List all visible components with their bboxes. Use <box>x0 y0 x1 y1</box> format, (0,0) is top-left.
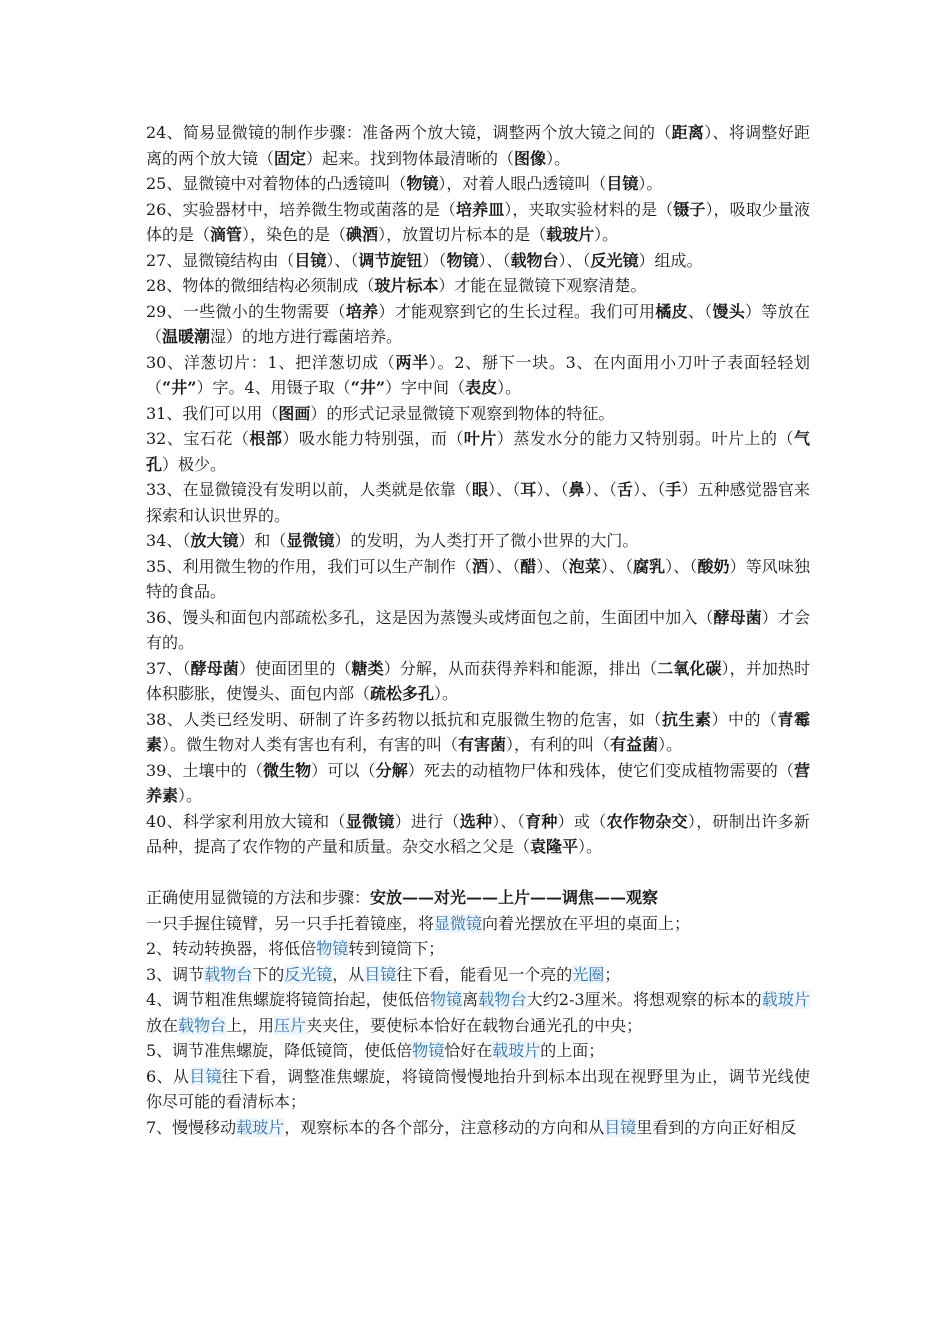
text-run: 恰好在 <box>444 1041 493 1060</box>
bold-answer: 固定 <box>274 148 307 168</box>
bold-answer: 培养皿 <box>456 199 505 219</box>
bold-answer: 镊子 <box>673 199 706 219</box>
bold-answer: 载玻片 <box>546 225 595 244</box>
text-run: ），夹取实验材料的是（ <box>504 199 674 219</box>
text-run: 37、（ <box>146 658 191 678</box>
document-page <box>146 120 810 1140</box>
qa-item <box>146 656 810 707</box>
highlighted-term: 载物台 <box>204 964 253 984</box>
qa-item <box>146 477 810 528</box>
bold-answer: 醋 <box>520 556 537 576</box>
step-item <box>146 1115 810 1141</box>
bold-answer: 泡菜 <box>568 556 601 576</box>
text-run: 39、土壤中的（ <box>146 760 263 780</box>
text-run: ）等放在（ <box>146 301 810 346</box>
text-run: ，观察标本的各个部分，注意移动的方向和从 <box>284 1117 605 1137</box>
text-run: 27、显微镜结构由（ <box>146 250 295 270</box>
text-run: 湿）的地方进行霉菌培养。 <box>210 327 403 346</box>
bold-answer: 培养 <box>345 301 379 321</box>
bold-answer: “井” <box>350 378 386 397</box>
text-run: 大约2-3厘米。将想观察的标本的 <box>526 990 762 1009</box>
text-run: 38、人类已经发明、研制了许多药物以抵抗和克服微生物的危害，如（ <box>146 709 662 729</box>
bold-answer: 碘酒 <box>346 225 379 244</box>
bold-answer: 目镜 <box>294 250 327 270</box>
bold-answer: 两半 <box>395 352 429 372</box>
bold-answer: 图像 <box>514 148 547 168</box>
bold-answer: 鼻 <box>568 480 585 499</box>
text-run: ）、（ <box>558 250 591 270</box>
text-run: ）。 <box>497 378 522 397</box>
text-run: ）、（ <box>665 556 698 576</box>
text-run: 、（ <box>687 301 713 321</box>
text-run: 26、实验器材中，培养微生物或菌落的是（ <box>146 199 457 219</box>
text-run: 7、慢慢移动 <box>146 1117 237 1137</box>
highlighted-term: 目镜 <box>604 1117 637 1137</box>
highlighted-term: 载物台 <box>478 990 527 1009</box>
text-run: ）的形式记录显微镜下观察到物体的特征。 <box>310 403 615 423</box>
text-run: 往下看，能看见一个亮的 <box>396 964 573 984</box>
bold-answer: 气孔 <box>146 429 810 474</box>
text-run: 32、宝石花（ <box>146 429 250 448</box>
bold-answer: 载物台 <box>510 250 559 270</box>
bold-answer: 育种 <box>525 811 558 831</box>
text-run: ，从 <box>332 964 365 984</box>
text-run: 放在 <box>146 1015 179 1035</box>
bold-answer: 表皮 <box>465 378 498 397</box>
qa-item <box>146 605 810 656</box>
text-run: ）的发明，为人类打开了微小世界的大门。 <box>334 531 639 550</box>
qa-item <box>146 299 810 350</box>
bold-answer: 手 <box>665 480 682 499</box>
text-run: ），吸取少量液体的是（ <box>146 199 810 244</box>
highlighted-term: 载玻片 <box>236 1117 285 1137</box>
bold-answer: 物镜 <box>406 174 439 193</box>
text-run: ），有利的叫（ <box>506 735 611 754</box>
text-run: 30、洋葱切片：1、把洋葱切成（ <box>146 352 396 372</box>
text-run: ）起来。找到物体最清晰的（ <box>306 148 515 168</box>
bold-answer: 疏松多孔 <box>370 684 435 703</box>
text-run: ）、（ <box>326 250 359 270</box>
qa-item <box>146 707 810 758</box>
bold-answer: 馒头 <box>712 301 746 321</box>
step-item <box>146 936 810 962</box>
text-run: ）才会有的。 <box>146 607 810 652</box>
text-run: 31、我们可以用（ <box>146 403 279 423</box>
bold-answer: 有益菌 <box>610 735 659 754</box>
highlighted-term: 物镜 <box>412 1041 445 1060</box>
text-run: 下的 <box>252 964 285 984</box>
qa-item <box>146 401 810 427</box>
text-run: ）、（ <box>488 480 521 499</box>
bold-answer: 显微镜 <box>345 811 395 831</box>
bold-answer: 橘皮 <box>655 301 688 321</box>
text-run: ），对着人眼凸透镜叫（ <box>438 174 607 193</box>
text-run: ）。 <box>578 837 603 856</box>
text-run: 33、在显微镜没有发明以前，人类就是依靠（ <box>146 480 472 499</box>
highlighted-term: 光圈 <box>572 964 605 984</box>
bold-answer: 舌 <box>616 480 634 499</box>
highlighted-term: 载玻片 <box>492 1041 541 1060</box>
highlighted-term: 压片 <box>274 1015 307 1035</box>
text-run: ）字。4、用镊子取（ <box>196 378 351 397</box>
bold-answer: 酸奶 <box>697 556 730 576</box>
text-run: 36、馒头和面包内部疏松多孔，这是因为蒸馒头或烤面包之前，生面团中加入（ <box>146 607 714 627</box>
text-run: 一只手握住镜臂，另一只手托着镜座，将 <box>146 913 435 933</box>
text-run: ）五种感觉器官来探索和认识世界的。 <box>146 480 810 525</box>
text-run: 向着光摆放在平坦的桌面上； <box>482 913 691 933</box>
text-run: ）、将调整好距离的两个放大镜（ <box>146 123 810 168</box>
text-run: ）吸水能力特别强，而（ <box>282 429 464 448</box>
bold-answer: 酵母菌 <box>190 658 239 678</box>
qa-item <box>146 171 810 197</box>
step-item <box>146 962 810 988</box>
text-run: ）中的（ <box>711 709 778 729</box>
text-run: 往下看，调整准焦螺旋，将镜筒慢慢地抬升到标本出现在视野里为止，调节光线使你尽可能的看清标本； <box>146 1066 810 1111</box>
bold-answer: 显微镜 <box>286 531 335 550</box>
text-run: ）、（ <box>536 480 569 499</box>
section-spacer <box>146 860 810 886</box>
text-run: ），染色的是（ <box>242 225 347 244</box>
highlighted-term: 反光镜 <box>284 964 333 984</box>
text-run: ）组成。 <box>638 250 703 270</box>
text-run: ）字中间（ <box>385 378 466 397</box>
step-item <box>146 987 810 1038</box>
qa-list <box>146 120 810 860</box>
qa-item <box>146 554 810 605</box>
text-run: ）（ <box>422 250 447 270</box>
text-run: 35、利用微生物的作用，我们可以生产制作（ <box>146 556 472 576</box>
qa-item <box>146 273 810 299</box>
bold-answer: 糖类 <box>351 658 384 678</box>
text-run: 5、调节准焦螺旋，降低镜筒，使低倍 <box>146 1041 413 1060</box>
bold-answer: 袁隆平 <box>530 837 579 856</box>
text-run: ），研制出许多新品种，提高了农作物的产量和质量。杂交水稻之父是（ <box>146 811 810 856</box>
bold-answer: 抗生素 <box>661 709 712 729</box>
text-run: 上，用 <box>226 1015 275 1035</box>
text-run: ）等风味独特的食品。 <box>146 556 810 601</box>
text-run: ），并加热时体积膨胀，使馒头、面包内部（ <box>146 658 810 703</box>
bold-answer: 温暖潮 <box>162 327 211 346</box>
qa-item <box>146 350 810 401</box>
steps-list <box>146 911 810 1141</box>
bold-answer: 叶片 <box>463 429 497 448</box>
highlighted-term: 物镜 <box>429 990 463 1009</box>
steps-heading-label: 正确使用显微镜的方法和步骤： <box>146 888 371 907</box>
highlighted-term: 物镜 <box>316 939 349 958</box>
text-run: ）、（ <box>536 556 569 576</box>
step-item <box>146 1064 810 1115</box>
text-run: 离 <box>462 990 479 1009</box>
highlighted-term: 目镜 <box>189 1066 222 1086</box>
qa-item <box>146 809 810 860</box>
text-run: 24、简易显微镜的制作步骤：准备两个放大镜，调整两个放大镜之间的（ <box>146 123 672 142</box>
text-run: 6、从 <box>146 1066 190 1086</box>
text-run: 40、科学家利用放大镜和（ <box>146 811 346 831</box>
text-run: ）。 <box>658 735 683 754</box>
bold-answer: 目镜 <box>606 174 639 193</box>
text-run: 3、调节 <box>146 964 205 984</box>
text-run: ）、（ <box>584 480 617 499</box>
bold-answer: 物镜 <box>446 250 479 270</box>
text-run: ）才能在显微镜下观察清楚。 <box>438 276 647 295</box>
bold-answer: 有害菌 <box>458 735 507 754</box>
text-run: 28、物体的微细结构必须制成（ <box>146 276 375 295</box>
text-run: ）极少。 <box>162 454 227 474</box>
text-run: 25、显微镜中对着物体的凸透镜叫（ <box>146 174 407 193</box>
bold-answer: 酵母菌 <box>713 607 762 627</box>
qa-item <box>146 197 810 248</box>
text-run: 转到镜筒下； <box>348 939 445 958</box>
bold-answer: 反光镜 <box>590 250 639 270</box>
text-run: ）。 <box>638 174 663 193</box>
text-run: ）蒸发水分的能力又特别弱。叶片上的（ <box>496 429 794 448</box>
text-run: ）。微生物对人类有害也有利，有害的叫（ <box>162 735 459 754</box>
bold-answer: 分解 <box>375 760 408 780</box>
step-item <box>146 911 810 937</box>
text-run: 2、转动转换器，将低倍 <box>146 939 317 958</box>
text-run: ）才能观察到它的生长过程。我们可用 <box>378 301 656 321</box>
text-run: 34、（ <box>146 531 191 550</box>
text-run: ）或（ <box>557 811 607 831</box>
bold-answer: 眼 <box>471 480 489 499</box>
bold-answer: 距离 <box>671 123 705 142</box>
text-run: ），放置切片标本的是（ <box>378 225 547 244</box>
text-run: ）、（ <box>600 556 634 576</box>
steps-heading <box>146 885 810 911</box>
text-run: ）。2、掰下一块。3、在内面用小刀叶子表面轻轻划（ <box>146 352 810 397</box>
text-run: ）。 <box>594 225 619 244</box>
qa-item <box>146 758 810 809</box>
bold-answer: 放大镜 <box>190 531 239 550</box>
qa-item <box>146 120 810 171</box>
bold-answer: 腐乳 <box>633 556 666 576</box>
bold-answer: 滴管 <box>210 225 243 244</box>
bold-answer: 耳 <box>520 480 537 499</box>
step-item <box>146 1038 810 1064</box>
highlighted-term: 显微镜 <box>434 913 483 933</box>
text-run: ）、（ <box>633 480 666 499</box>
bold-answer: “井” <box>162 378 197 397</box>
qa-item <box>146 528 810 554</box>
highlighted-term: 载玻片 <box>761 990 810 1009</box>
bold-answer: 玻片标本 <box>374 276 439 295</box>
steps-sequence: 安放——对光——上片——调焦——观察 <box>370 888 659 907</box>
text-run: 夹夹住，要使标本恰好在载物台通光孔的中央； <box>306 1015 643 1035</box>
text-run: ）。 <box>434 684 459 703</box>
bold-answer: 青霉素 <box>146 709 810 754</box>
bold-answer: 农作物杂交 <box>606 811 688 831</box>
text-run: ）。 <box>546 148 571 168</box>
highlighted-term: 载物台 <box>178 1015 227 1035</box>
highlighted-term: 目镜 <box>364 964 397 984</box>
bold-answer: 微生物 <box>262 760 312 780</box>
bold-answer: 图画 <box>278 403 311 423</box>
bold-answer: 选种 <box>459 811 493 831</box>
text-run: ）死去的动植物尸体和残体，使它们变成植物需要的（ <box>407 760 794 780</box>
text-run: 29、一些微小的生物需要（ <box>146 301 346 321</box>
bold-answer: 营养素 <box>146 760 810 805</box>
bold-answer: 酒 <box>471 556 489 576</box>
text-run: ）进行（ <box>394 811 460 831</box>
text-run: ）、（ <box>492 811 526 831</box>
text-run: ）、（ <box>488 556 521 576</box>
text-run: ； <box>604 964 621 984</box>
bold-answer: 调节旋钮 <box>358 250 423 270</box>
bold-answer: 二氧化碳 <box>657 658 722 678</box>
bold-answer: 根部 <box>249 429 283 448</box>
text-run: ）和（ <box>238 531 287 550</box>
text-run: 4、调节粗准焦螺旋将镜筒抬起，使低倍 <box>146 990 430 1009</box>
text-run: 里看到的方向正好相反 <box>636 1117 797 1137</box>
text-run: ）分解，从而获得养料和能源，排出（ <box>383 658 658 678</box>
text-run: 的上面； <box>540 1041 605 1060</box>
qa-item <box>146 426 810 477</box>
qa-item <box>146 248 810 274</box>
text-run: ）、（ <box>478 250 511 270</box>
text-run: ）使面团里的（ <box>238 658 352 678</box>
text-run: ）可以（ <box>311 760 376 780</box>
text-run: ）。 <box>178 786 203 805</box>
